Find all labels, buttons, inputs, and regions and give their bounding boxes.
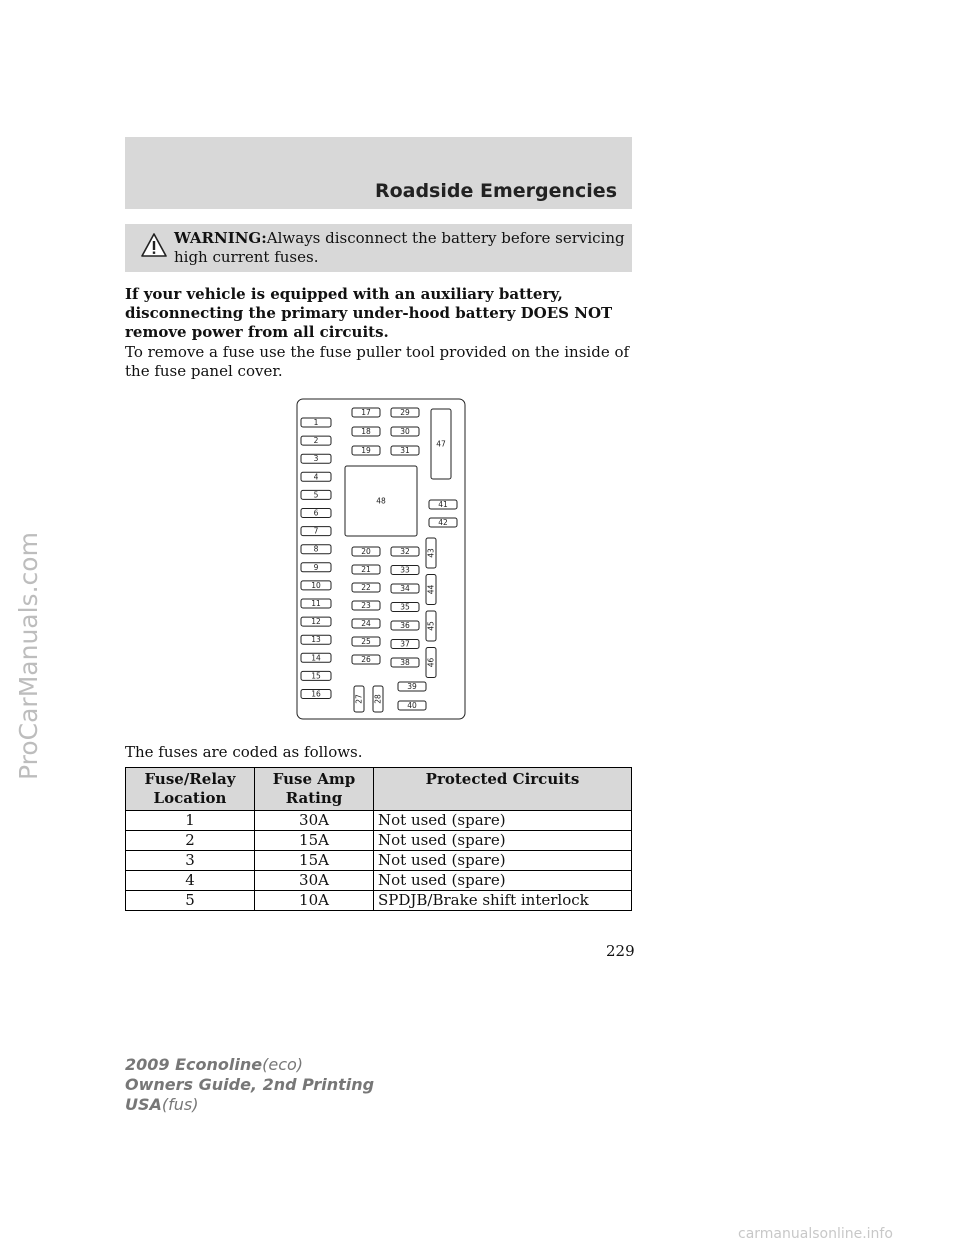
warning-label: WARNING: [174, 229, 267, 247]
table-header-row [126, 768, 632, 811]
footer-market-code: (fus) [161, 1095, 199, 1114]
fuse-label: 22 [361, 583, 371, 592]
fuse-label: 8 [313, 544, 319, 554]
fuse-label: 18 [361, 427, 371, 436]
cell-location: 1 [126, 811, 255, 831]
fuse-label: 4 [313, 472, 319, 482]
fuse-label: 46 [426, 657, 436, 668]
table-row [126, 851, 632, 871]
fuse-label: 3 [313, 454, 319, 464]
fuse-label: 14 [311, 653, 321, 663]
fuse-label: 29 [400, 408, 410, 417]
site-footer: carmanualsonline.info [738, 1226, 893, 1242]
cell-location: 4 [126, 871, 255, 891]
cell-amp-rating: 10A [255, 891, 374, 911]
fuse-label: 13 [311, 635, 321, 645]
footer-market: USA [125, 1095, 162, 1114]
fuse-label: 43 [426, 548, 436, 558]
table-row [126, 811, 632, 831]
fuse-label: 34 [400, 584, 410, 593]
cell-circuit: SPDJB/Brake shift interlock [374, 891, 632, 911]
fuse-label: 16 [311, 689, 321, 699]
cell-amp-rating: 15A [255, 851, 374, 871]
fuse-label: 37 [400, 639, 410, 649]
fuse-label: 17 [361, 408, 371, 417]
fuse-label: 2 [313, 436, 319, 446]
fuse-label: 24 [361, 619, 371, 628]
fuse-label: 6 [313, 508, 319, 518]
relay-label: 47 [436, 439, 446, 449]
cell-amp-rating: 15A [255, 831, 374, 851]
cell-circuit: Not used (spare) [374, 831, 632, 851]
fuse-label: 42 [438, 518, 448, 527]
fuse-label: 39 [407, 682, 417, 691]
cell-circuit: Not used (spare) [374, 871, 632, 891]
fuse-label: 5 [313, 490, 319, 500]
section-title: Roadside Emergencies [374, 180, 617, 202]
fuse-label: 25 [361, 637, 371, 646]
fuse-label: 45 [426, 621, 436, 631]
cell-location: 3 [126, 851, 255, 871]
document-footer [125, 1055, 374, 1115]
footer-edition: Owners Guide, 2nd Printing [125, 1075, 375, 1094]
fuse-label: 10 [311, 580, 321, 590]
fuse-label: 33 [400, 565, 410, 575]
fuse-label: 19 [361, 446, 371, 455]
fuse-label: 41 [438, 500, 448, 509]
fuse-label: 40 [407, 701, 417, 710]
cell-location: 2 [126, 831, 255, 851]
cell-circuit: Not used (spare) [374, 851, 632, 871]
footer-model-code: (eco) [262, 1055, 304, 1074]
footer-model: 2009 Econoline [125, 1055, 263, 1074]
column-header-amp-rating: Fuse Amp Rating [255, 768, 374, 811]
fuse-label: 44 [426, 584, 436, 595]
fuse-label: 27 [354, 694, 364, 704]
relay-label: 48 [376, 496, 386, 506]
fuse-label: 23 [361, 601, 371, 610]
fuse-label: 38 [400, 658, 410, 667]
fuse-panel-diagram [296, 398, 466, 720]
fuse-label: 26 [361, 655, 371, 664]
watermark-text: ProCarManuals.com [14, 532, 43, 780]
fuse-label: 15 [311, 671, 321, 681]
fuse-table [125, 767, 632, 911]
fuse-label: 30 [400, 427, 410, 436]
coding-intro: The fuses are coded as follows. [125, 743, 363, 761]
cell-amp-rating: 30A [255, 811, 374, 831]
fuse-label: 28 [373, 694, 383, 704]
fuse-label: 21 [361, 565, 371, 574]
table-row [126, 891, 632, 911]
column-header-protected-circuits: Protected Circuits [374, 768, 632, 811]
page-number: 229 [606, 942, 635, 960]
fuse-label: 31 [400, 446, 410, 455]
cell-amp-rating: 30A [255, 871, 374, 891]
warning-message: Always disconnect the battery before servicing high current fuses. [174, 229, 625, 266]
watermark-container [8, 380, 48, 800]
fuse-label: 32 [400, 547, 410, 556]
fuse-label: 35 [400, 602, 410, 612]
auxiliary-battery-note: If your vehicle is equipped with an auxiliary battery, disconnecting the primary under-hood battery DOES NOT remove power from all circuits. [125, 285, 613, 341]
fuse-label: 20 [361, 547, 371, 556]
warning-text [174, 229, 626, 267]
fuse-label: 7 [313, 526, 319, 536]
fuse-removal-instructions: To remove a fuse use the fuse puller tool provided on the inside of the fuse panel cover. [125, 343, 630, 380]
warning-triangle-icon [141, 232, 167, 258]
fuse-label: 11 [311, 599, 321, 608]
cell-location: 5 [126, 891, 255, 911]
column-header-location: Fuse/Relay Location [126, 768, 255, 811]
table-row [126, 831, 632, 851]
fuse-label: 36 [400, 621, 410, 630]
table-row [126, 871, 632, 891]
fuse-label: 12 [311, 617, 321, 627]
fuse-label: 1 [313, 418, 319, 427]
cell-circuit: Not used (spare) [374, 811, 632, 831]
fuse-label: 9 [313, 562, 319, 572]
